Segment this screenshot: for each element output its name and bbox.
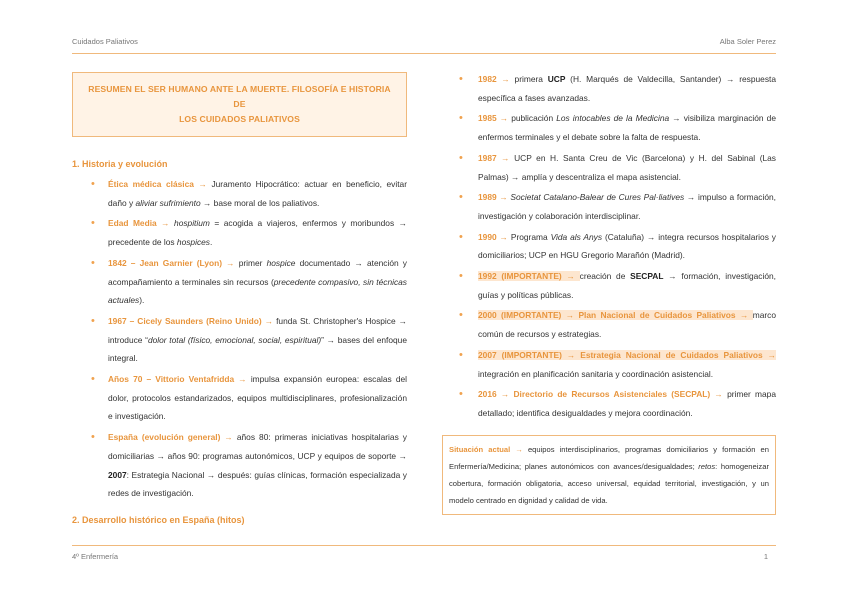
item-key: 1982 →: [478, 74, 515, 84]
item-text: primera: [514, 74, 548, 84]
item-text: ).: [139, 295, 145, 306]
item-bold: 2007: [108, 469, 127, 480]
list-item: [442, 306, 776, 343]
bullet-icon: •: [459, 151, 463, 164]
list-item: [442, 188, 776, 225]
page-header-right: Alba Soler Perez: [719, 37, 776, 46]
list-item: [442, 109, 776, 146]
item-text: : Estrategia Nacional → después: guías clínicas, formación especializada y redes de investigación.: [108, 469, 407, 499]
item-italic: hospitium: [174, 218, 210, 229]
left-column: [72, 72, 407, 525]
list-item: [72, 254, 407, 310]
item-italic: hospice: [266, 257, 296, 268]
list-item: [442, 385, 776, 422]
historia-list: [72, 175, 407, 503]
situacion-actual-box: [442, 435, 776, 515]
page-footer-left: 4º Enfermería: [72, 552, 119, 561]
item-text: creación de: [579, 271, 631, 282]
item-key-highlighted: 2007 (IMPORTANTE) → Estrategia Nacional de Cuidados Paliativos →: [478, 349, 776, 360]
right-column: [442, 70, 776, 515]
item-text: primer: [238, 257, 267, 268]
item-key: 2016 → Directorio de Recursos Asistenciales (SECPAL) →: [478, 389, 728, 400]
list-item: [72, 312, 407, 368]
item-text: Juramento Hipocrático: actuar en beneficio, evitar daño y: [108, 179, 407, 208]
bullet-icon: •: [459, 388, 463, 401]
bullet-icon: •: [91, 178, 95, 190]
list-item: [442, 346, 776, 383]
item-italic: Los intocables de la Medicina: [556, 113, 670, 124]
section-heading-historia: 1. Historia y evolución: [72, 159, 168, 169]
bullet-icon: •: [91, 217, 95, 230]
item-italic: precedente compasivo, sin técnicas actuales: [108, 276, 407, 306]
item-text: marco común de recursos y estrategias.: [478, 310, 776, 340]
item-text: (Cataluña) → integra recursos hospitalarios y domiciliarios; UCP en HGU Gregorio Marañón (Madrid).: [478, 231, 776, 261]
list-item: [442, 70, 776, 107]
page-header-left: Cuidados Paliativos: [72, 37, 138, 46]
item-text: → formación, investigación, guías y políticas públicas.: [478, 271, 776, 300]
item-text: funda St. Christopher's Hospice → introduce “: [108, 315, 408, 345]
list-item: [72, 175, 407, 212]
item-key: Ética médica clásica →: [108, 179, 212, 189]
item-key: 1842 – Jean Garnier (Lyon) →: [108, 257, 239, 268]
section-heading-espana: 2. Desarrollo histórico en España (hitos): [72, 514, 245, 525]
item-italic: Societat Catalano-Balear de Cures Pal·liatives: [510, 192, 685, 203]
item-key: España (evolución general) →: [108, 432, 237, 443]
item-text: → base moral de los paliativos.: [200, 197, 320, 208]
item-text: documentado → atención y acompañamiento a terminales sin recursos (: [108, 257, 407, 287]
bullet-icon: •: [91, 431, 95, 444]
item-bold: UCP: [547, 74, 566, 84]
list-item: [442, 149, 776, 186]
item-text: Programa: [510, 231, 551, 242]
item-text: .: [209, 237, 213, 248]
title-box: [72, 72, 407, 137]
item-key-highlighted: 1992 (IMPORTANTE) →: [478, 271, 580, 282]
item-italic: hospices: [176, 237, 210, 248]
item-text: integración en planificación sanitaria y coordinación asistencial.: [478, 368, 714, 379]
bullet-icon: •: [91, 373, 95, 386]
situacion-text: equipos interdisciplinarios, programas domiciliarios y formación en Enfermería/Medicina; planes autonómicos con avances/desigualdades;: [449, 444, 769, 471]
item-key: Años 70 – Vittorio Ventafridda →: [108, 374, 251, 385]
item-key: 1990 →: [478, 231, 511, 242]
bullet-icon: •: [459, 309, 463, 322]
list-item: [442, 228, 776, 265]
situacion-label: Situación actual →: [449, 444, 528, 454]
bullet-icon: •: [459, 112, 463, 125]
item-text: → visibiliza marginación de enfermos terminales y el debate sobre la falta de respuesta.: [478, 113, 776, 143]
item-text: ” → bases del enfoque integral.: [108, 334, 407, 364]
item-text: (H. Marqués de Valdecilla, Santander) → respuesta específica a fases avanzadas.: [478, 74, 776, 103]
item-key-highlighted: 2000 (IMPORTANTE) → Plan Nacional de Cuidados Paliativos →: [478, 310, 753, 321]
item-text: impulsa expansión europea: escalas del dolor, protocolos estandarizados, equipos multidisciplinares, profesionalización e investigación.: [108, 374, 407, 422]
retos-italic: retos: [698, 461, 716, 471]
list-item: [442, 267, 776, 304]
list-item: [72, 428, 407, 503]
bullet-icon: •: [459, 348, 463, 361]
title-line-1: RESUMEN EL SER HUMANO ANTE LA MUERTE. FILOSOFÍA E HISTORIA DE: [88, 84, 391, 109]
bullet-icon: •: [91, 256, 95, 269]
hitos-list: [442, 70, 776, 423]
item-key: 1985 →: [478, 113, 512, 124]
item-text: publicación: [511, 113, 557, 124]
bullet-icon: •: [459, 191, 463, 204]
bullet-icon: •: [91, 314, 95, 327]
list-item: [72, 370, 407, 426]
list-item: [72, 214, 407, 251]
item-text: UCP en H. Santa Creu de Vic (Barcelona) y H. del Sabinal (Las Palmas) → amplía y descentraliza el mapa asistencial.: [478, 152, 776, 182]
item-italic: dolor total (físico, emocional, social, espiritual): [147, 334, 322, 345]
item-key: Edad Media →: [108, 218, 175, 229]
item-key: 1967 – Cicely Saunders (Reino Unido) →: [108, 315, 277, 326]
bullet-icon: •: [459, 270, 463, 283]
page-number: 1: [763, 552, 768, 561]
title-line-2: LOS CUIDADOS PALIATIVOS: [179, 114, 300, 124]
footer-divider: [72, 545, 776, 546]
item-italic: aliviar sufrimiento: [135, 197, 201, 208]
item-text: = acogida a viajeros, enfermos y moribundos → precedente de los: [108, 218, 407, 248]
bullet-icon: •: [459, 230, 463, 243]
item-bold: SECPAL: [630, 271, 664, 282]
item-key: 1987 →: [478, 152, 515, 163]
item-text: → impulso a formación, investigación y colaboración interdisciplinar.: [478, 192, 776, 221]
item-text: años 80: primeras iniciativas hospitalarias y domiciliarias → años 90: programas autonómicos, UCP y equipos de soporte →: [108, 432, 407, 461]
situacion-text-2: : homogeneizar cobertura, formación obligatoria, acceso universal, equidad territorial, investigación, y un modelo centrado en dignidad y calidad de vida.: [449, 461, 769, 505]
item-key: 1989 →: [478, 192, 511, 203]
bullet-icon: •: [459, 73, 463, 85]
item-text: primer mapa detallado; identifica desigualdades y mejora coordinación.: [478, 389, 776, 418]
item-italic: Vida als Anys: [550, 231, 603, 242]
header-divider: [72, 53, 776, 54]
